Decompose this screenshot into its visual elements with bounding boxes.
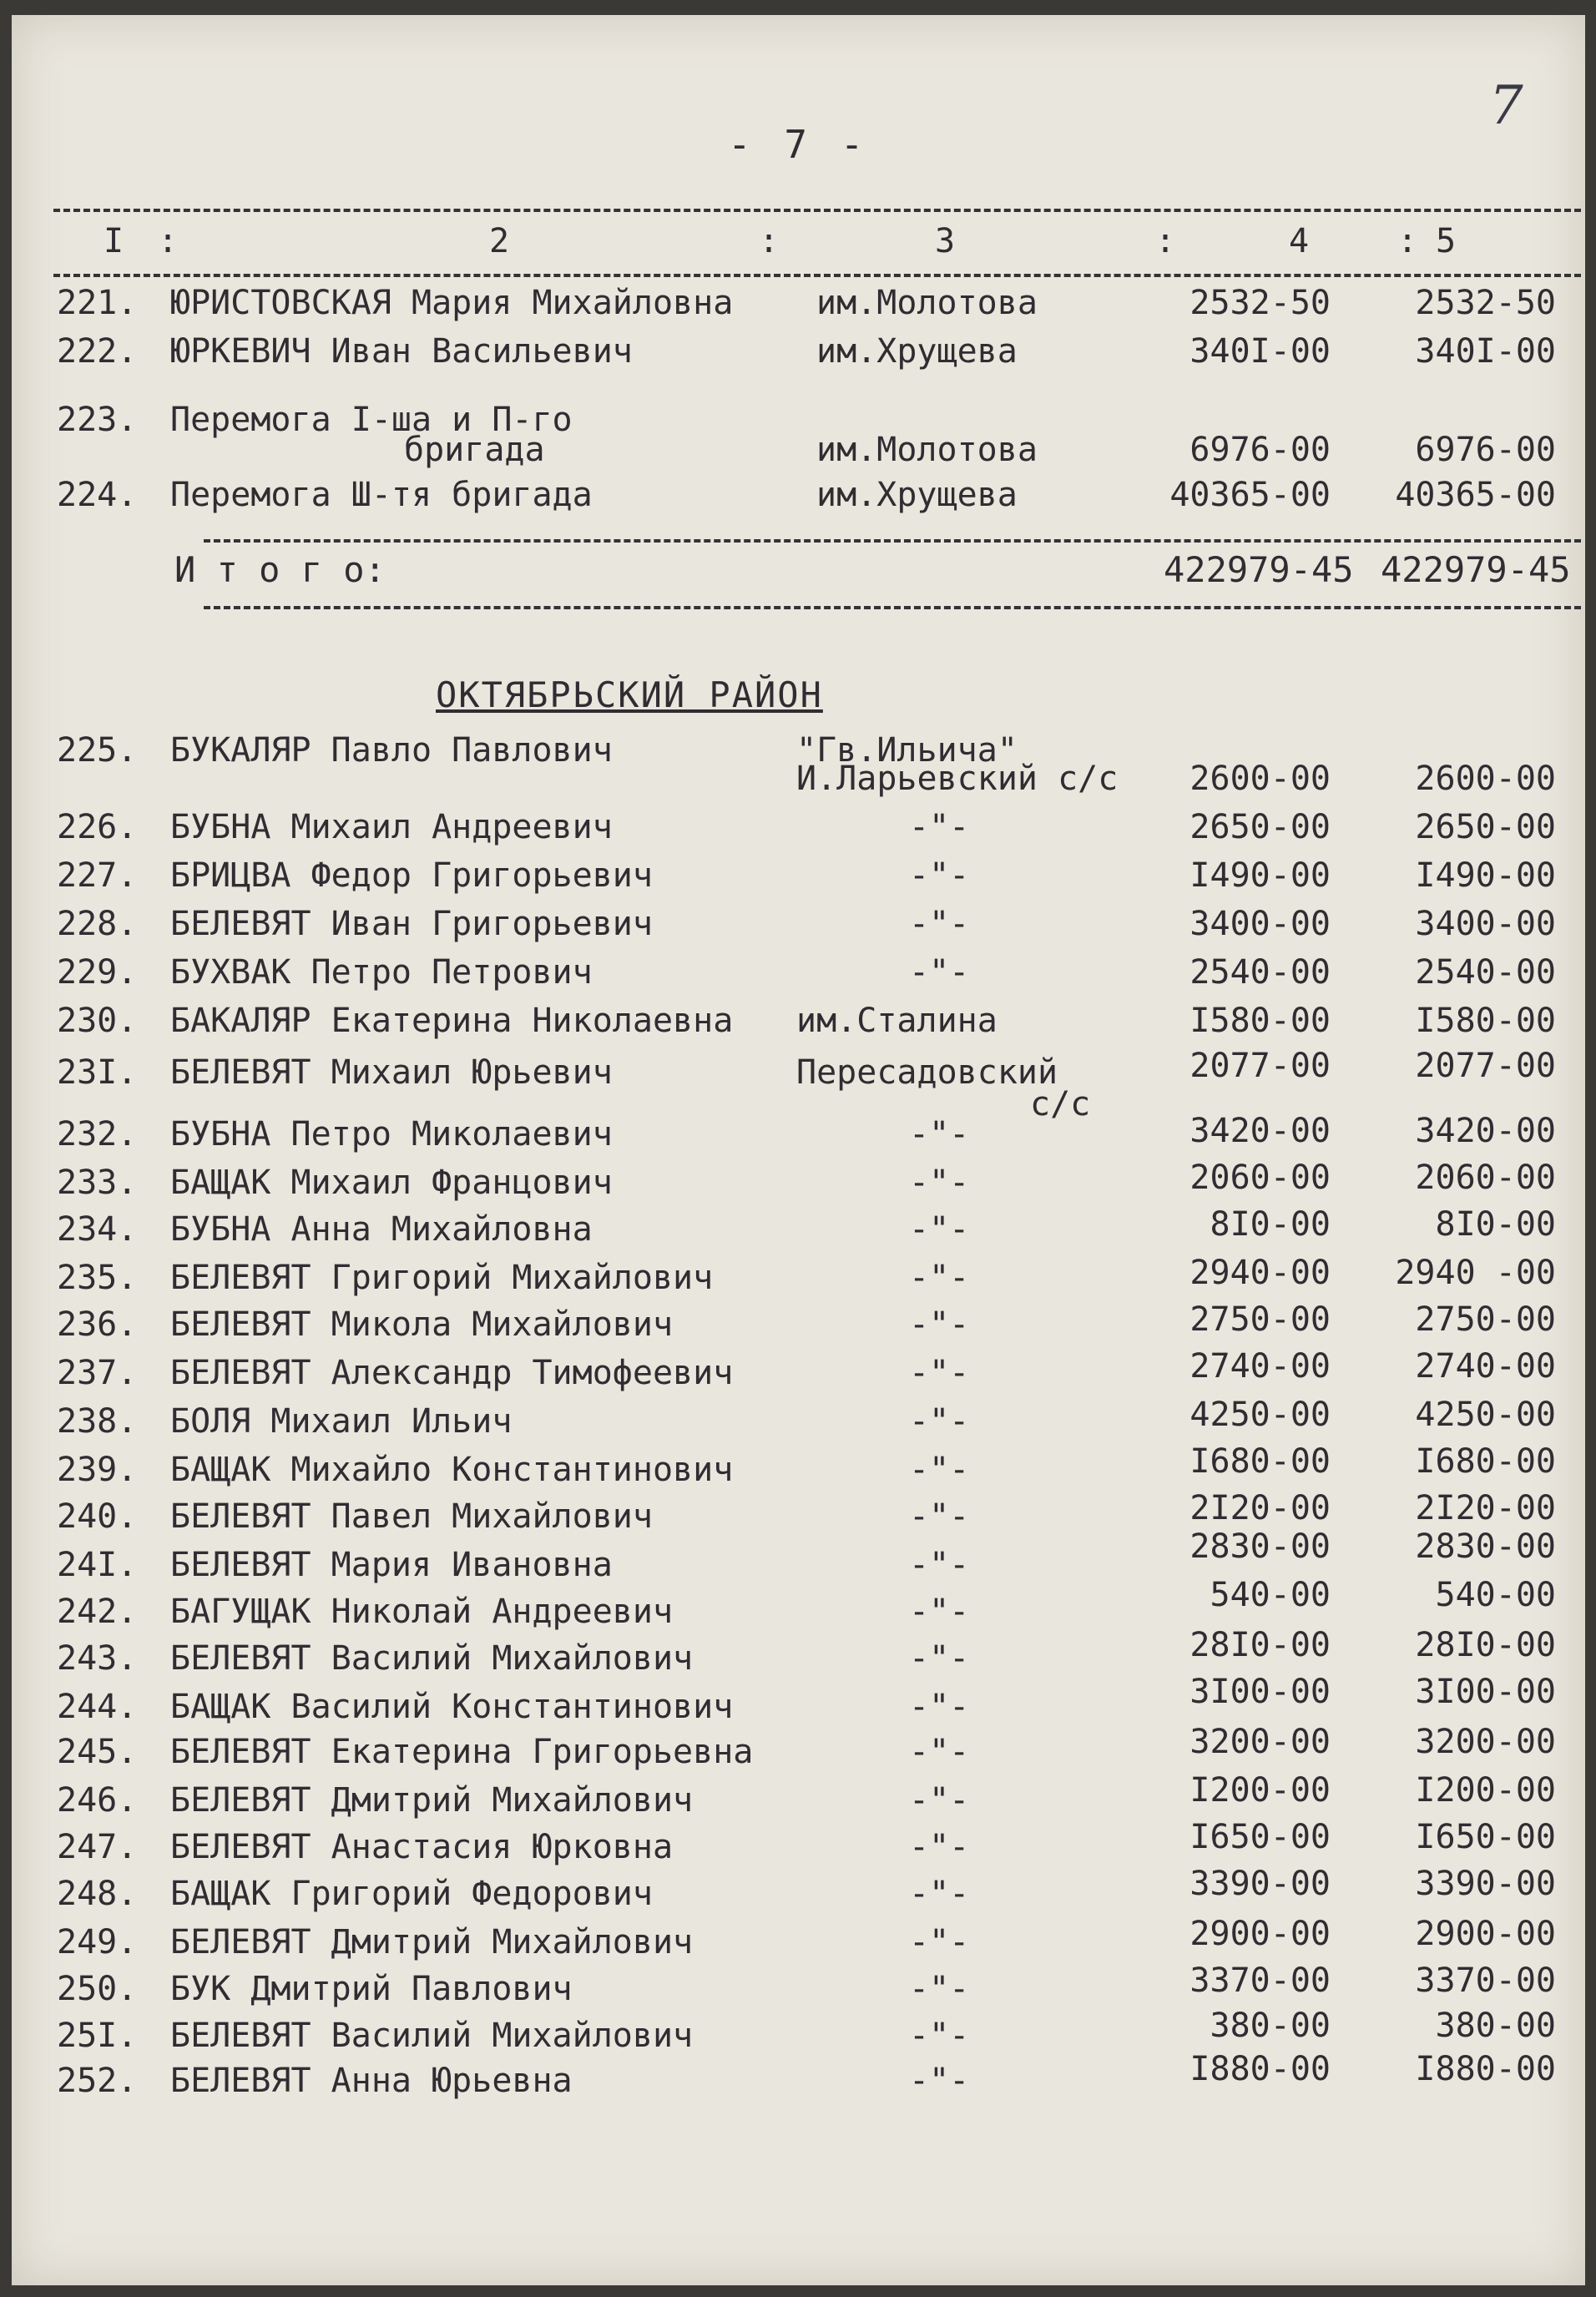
amount-col-4: 3370-00 <box>1189 1961 1331 2000</box>
farm-name: -"- <box>909 1923 970 1961</box>
row-number: 249. <box>57 1923 138 1961</box>
row-number: 225. <box>57 731 138 770</box>
table-row <box>12 1576 1585 1639</box>
row-number: 25I. <box>57 2017 138 2055</box>
row-number: 228. <box>57 905 138 943</box>
table-row <box>12 905 1585 952</box>
header-separator: : <box>158 222 179 260</box>
amount-col-4: 3420-00 <box>1189 1112 1331 1150</box>
person-name: БУКАЛЯР Павло Павлович <box>170 731 613 770</box>
amount-col-5: 28I0-00 <box>1415 1626 1556 1664</box>
amount-col-4: I680-00 <box>1189 1442 1331 1481</box>
row-number: 233. <box>57 1164 138 1202</box>
amount-col-4: 8I0-00 <box>1210 1205 1331 1244</box>
amount-col-4: 3400-00 <box>1189 905 1331 943</box>
amount-col-5: 2830-00 <box>1415 1527 1556 1566</box>
farm-name: -"- <box>909 856 970 895</box>
row-number: 227. <box>57 856 138 895</box>
total-row <box>12 549 1585 596</box>
page-number: - 7 - <box>728 122 869 167</box>
amount-col-5: I650-00 <box>1415 1818 1556 1856</box>
person-name: БАЩАК Григорий Федорович <box>170 1875 653 1913</box>
table-row <box>12 1865 1585 1921</box>
row-number: 245. <box>57 1733 138 1771</box>
person-name: БОЛЯ Михаил Ильич <box>170 1402 513 1441</box>
amount-col-4: I880-00 <box>1189 2050 1331 2088</box>
person-name: БУХВАК Петро Петрович <box>170 953 593 992</box>
person-name: БЕЛЕВЯТ Дмитрий Михайлович <box>170 1781 694 1820</box>
farm-name: "Гв.Ильича" <box>796 731 1018 770</box>
farm-name: Пересадовский <box>796 1053 1058 1092</box>
total-col-5: 422979-45 <box>1381 549 1571 590</box>
amount-col-5: 2I20-00 <box>1415 1489 1556 1527</box>
table-row <box>12 1489 1585 1544</box>
farm-name: им.Молотова <box>816 431 1038 469</box>
amount-col-5: 2540-00 <box>1415 953 1556 992</box>
table-row <box>12 2050 1585 2108</box>
farm-name: -"- <box>909 1164 970 1202</box>
row-number: 226. <box>57 808 138 846</box>
table-row <box>12 953 1585 1000</box>
amount-col-5: 380-00 <box>1435 2007 1556 2045</box>
row-number: 237. <box>57 1354 138 1392</box>
amount-col-4: 540-00 <box>1210 1576 1331 1614</box>
table-row <box>12 1159 1585 1210</box>
table-row <box>12 856 1585 903</box>
amount-col-4: 2940-00 <box>1189 1254 1331 1292</box>
farm-name: -"- <box>909 1451 970 1489</box>
amount-col-5: 2532-50 <box>1415 284 1556 322</box>
table-row <box>12 1771 1585 1828</box>
row-number: 244. <box>57 1688 138 1726</box>
amount-col-4: 2740-00 <box>1189 1347 1331 1386</box>
row-number: 243. <box>57 1639 138 1678</box>
farm-name: -"- <box>909 1402 970 1441</box>
table-row <box>12 1723 1585 1780</box>
person-name: БУК Дмитрий Павлович <box>170 1970 573 2008</box>
farm-name: -"- <box>909 1546 970 1584</box>
farm-name: -"- <box>909 1497 970 1536</box>
amount-col-5: I880-00 <box>1415 2050 1556 2088</box>
person-name: ЮРКЕВИЧ Иван Васильевич <box>170 332 633 371</box>
section-title: ОКТЯБРЬСКИЙ РАЙОН <box>436 674 823 715</box>
total-rule-bottom <box>204 606 1581 609</box>
amount-col-4: 2060-00 <box>1189 1159 1331 1197</box>
person-name: БЕЛЕВЯТ Дмитрий Михайлович <box>170 1923 694 1961</box>
row-number: 229. <box>57 953 138 992</box>
row-number: 248. <box>57 1875 138 1913</box>
amount-col-4: I650-00 <box>1189 1818 1331 1856</box>
farm-name: -"- <box>909 1688 970 1726</box>
farm-name: -"- <box>909 1639 970 1678</box>
amount-col-5: 3370-00 <box>1415 1961 1556 2000</box>
amount-col-5: 2650-00 <box>1415 808 1556 846</box>
row-number: 221. <box>57 284 138 322</box>
row-number: 223. <box>57 401 138 439</box>
farm-name: -"- <box>909 1305 970 1344</box>
table-row <box>12 1396 1585 1449</box>
person-name: БЕЛЕВЯТ Екатерина Григорьевна <box>170 1733 754 1771</box>
person-name-continued: бригада <box>404 431 545 469</box>
farm-name: им.Молотова <box>816 284 1038 322</box>
person-name: ЮРИСТОВСКАЯ Мария Михайловна <box>170 284 734 322</box>
total-rule-top <box>204 539 1581 543</box>
person-name: БУБНА Петро Миколаевич <box>170 1115 613 1154</box>
person-name: БЕЛЕВЯТ Павел Михайлович <box>170 1497 653 1536</box>
person-name: БЕЛЕВЯТ Анастасия Юрковна <box>170 1828 674 1866</box>
person-name: Перемога Ш-тя бригада <box>170 476 593 514</box>
table-row <box>12 476 1585 523</box>
table-row <box>12 1442 1585 1497</box>
header-rule-top <box>53 209 1581 212</box>
amount-col-4: 2750-00 <box>1189 1300 1331 1339</box>
amount-col-4: 4250-00 <box>1189 1396 1331 1434</box>
person-name: БЕЛЕВЯТ Анна Юрьевна <box>170 2062 573 2100</box>
farm-name: им.Сталина <box>796 1002 998 1040</box>
farm-name: -"- <box>909 1210 970 1249</box>
farm-name: -"- <box>909 1115 970 1154</box>
table-row <box>12 1626 1585 1686</box>
amount-col-4: 40365-00 <box>1169 476 1331 514</box>
amount-col-5: I580-00 <box>1415 1002 1556 1040</box>
farm-name-continued: с/с <box>1030 1085 1091 1123</box>
amount-col-5: 3I00-00 <box>1415 1673 1556 1711</box>
amount-col-4: 2900-00 <box>1189 1915 1331 1953</box>
amount-col-4: 2650-00 <box>1189 808 1331 846</box>
amount-col-5: 3420-00 <box>1415 1112 1556 1150</box>
farm-name: -"- <box>909 1781 970 1820</box>
amount-col-4: 2600-00 <box>1189 760 1331 798</box>
table-row <box>12 284 1585 331</box>
farm-name: -"- <box>909 1259 970 1297</box>
amount-col-4: 3200-00 <box>1189 1723 1331 1761</box>
farm-name: -"- <box>909 1828 970 1866</box>
amount-col-4: 340I-00 <box>1189 332 1331 371</box>
person-name: БЕЛЕВЯТ Василий Михайлович <box>170 1639 694 1678</box>
amount-col-5: I680-00 <box>1415 1442 1556 1481</box>
row-number: 250. <box>57 1970 138 2008</box>
person-name: БЕЛЕВЯТ Александр Тимофеевич <box>170 1354 734 1392</box>
row-number: 247. <box>57 1828 138 1866</box>
amount-col-5: 2740-00 <box>1415 1347 1556 1386</box>
person-name: БЕЛЕВЯТ Михаил Юрьевич <box>170 1053 613 1092</box>
farm-name: -"- <box>909 1970 970 2008</box>
amount-col-5: 340I-00 <box>1415 332 1556 371</box>
row-number: 239. <box>57 1451 138 1489</box>
row-number: 224. <box>57 476 138 514</box>
row-number: 230. <box>57 1002 138 1040</box>
amount-col-4: I200-00 <box>1189 1771 1331 1810</box>
amount-col-5: 2940 -00 <box>1395 1254 1556 1292</box>
amount-col-5: 6976-00 <box>1415 431 1556 469</box>
amount-col-4: 2540-00 <box>1189 953 1331 992</box>
table-row <box>12 808 1585 855</box>
table-row <box>12 1300 1585 1352</box>
amount-col-5: 2060-00 <box>1415 1159 1556 1197</box>
table-row <box>12 1205 1585 1257</box>
farm-name: -"- <box>909 1354 970 1392</box>
person-name: БЕЛЕВЯТ Василий Михайлович <box>170 2017 694 2055</box>
header-col-5: 5 <box>1436 222 1457 260</box>
farm-name: -"- <box>909 1733 970 1771</box>
row-number: 236. <box>57 1305 138 1344</box>
farm-name: им.Хрущева <box>816 476 1018 514</box>
person-name: БУБНА Михаил Андреевич <box>170 808 613 846</box>
person-name: БЕЛЕВЯТ Иван Григорьевич <box>170 905 653 943</box>
header-rule-bottom <box>53 274 1581 277</box>
amount-col-5: 2077-00 <box>1415 1047 1556 1085</box>
amount-col-4: I490-00 <box>1189 856 1331 895</box>
table-row <box>12 1254 1585 1305</box>
person-name: БРИЦВА Федор Григорьевич <box>170 856 653 895</box>
table-row <box>12 1002 1585 1048</box>
header-col-4: 4 <box>1289 222 1310 260</box>
farm-name: -"- <box>909 2017 970 2055</box>
farm-name-continued: И.Ларьевский с/с <box>796 760 1119 798</box>
document-page <box>12 15 1585 2285</box>
row-number: 23I. <box>57 1053 138 1092</box>
row-number: 232. <box>57 1115 138 1154</box>
amount-col-5: 8I0-00 <box>1435 1205 1556 1244</box>
table-row <box>12 1527 1585 1593</box>
amount-col-5: 2600-00 <box>1415 760 1556 798</box>
table-row <box>12 1818 1585 1875</box>
amount-col-4: 2I20-00 <box>1189 1489 1331 1527</box>
farm-name: -"- <box>909 808 970 846</box>
person-name: БАГУЩАК Николай Андреевич <box>170 1593 674 1631</box>
person-name: БАЩАК Михаил Францович <box>170 1164 613 1202</box>
total-col-4: 422979-45 <box>1164 549 1354 590</box>
farm-name: -"- <box>909 1875 970 1913</box>
table-row <box>12 1961 1585 2017</box>
table-row <box>12 1673 1585 1734</box>
farm-name: -"- <box>909 2062 970 2100</box>
person-name: БАЩАК Василий Константинович <box>170 1688 734 1726</box>
header-col-1: I <box>104 222 124 260</box>
person-name: БЕЛЕВЯТ Мария Ивановна <box>170 1546 613 1584</box>
header-col-3: 3 <box>935 222 956 260</box>
amount-col-4: 3390-00 <box>1189 1865 1331 1903</box>
person-name: БЕЛЕВЯТ Григорий Михайлович <box>170 1259 714 1297</box>
row-number: 222. <box>57 332 138 371</box>
amount-col-5: 3390-00 <box>1415 1865 1556 1903</box>
amount-col-5: 2750-00 <box>1415 1300 1556 1339</box>
farm-name: -"- <box>909 905 970 943</box>
row-number: 242. <box>57 1593 138 1631</box>
amount-col-4: I580-00 <box>1189 1002 1331 1040</box>
row-number: 235. <box>57 1259 138 1297</box>
table-row <box>12 1347 1585 1401</box>
person-name: БЕЛЕВЯТ Микола Михайлович <box>170 1305 674 1344</box>
amount-col-5: 4250-00 <box>1415 1396 1556 1434</box>
amount-col-5: 3200-00 <box>1415 1723 1556 1761</box>
amount-col-5: 540-00 <box>1435 1576 1556 1614</box>
row-number: 246. <box>57 1781 138 1820</box>
table-row <box>12 1112 1585 1162</box>
amount-col-4: 2532-50 <box>1189 284 1331 322</box>
farm-name: -"- <box>909 1593 970 1631</box>
header-separator: : <box>1155 222 1176 260</box>
person-name: БАЩАК Михайло Константинович <box>170 1451 734 1489</box>
amount-col-4: 6976-00 <box>1189 431 1331 469</box>
row-number: 238. <box>57 1402 138 1441</box>
row-number: 240. <box>57 1497 138 1536</box>
row-number: 234. <box>57 1210 138 1249</box>
total-label: И т о г о: <box>174 549 386 590</box>
amount-col-4: 380-00 <box>1210 2007 1331 2045</box>
amount-col-5: I490-00 <box>1415 856 1556 895</box>
table-row <box>12 332 1585 379</box>
person-name: БУБНА Анна Михайловна <box>170 1210 593 1249</box>
amount-col-4: 2830-00 <box>1189 1527 1331 1566</box>
amount-col-5: 2900-00 <box>1415 1915 1556 1953</box>
amount-col-4: 2077-00 <box>1189 1047 1331 1085</box>
header-separator: : <box>759 222 780 260</box>
row-number: 24I. <box>57 1546 138 1584</box>
amount-col-5: I200-00 <box>1415 1771 1556 1810</box>
amount-col-5: 3400-00 <box>1415 905 1556 943</box>
person-name: Перемога I-ша и П-го <box>170 401 573 439</box>
header-separator: : <box>1397 222 1418 260</box>
header-col-2: 2 <box>489 222 510 260</box>
table-row <box>12 2007 1585 2063</box>
table-row <box>12 1047 1585 1100</box>
farm-name: -"- <box>909 953 970 992</box>
amount-col-5: 40365-00 <box>1395 476 1556 514</box>
table-row <box>12 1915 1585 1970</box>
farm-name: им.Хрущева <box>816 332 1018 371</box>
amount-col-4: 28I0-00 <box>1189 1626 1331 1664</box>
amount-col-4: 3I00-00 <box>1189 1673 1331 1711</box>
person-name: БАКАЛЯР Екатерина Николаевна <box>170 1002 734 1040</box>
row-number: 252. <box>57 2062 138 2100</box>
corner-page-mark: 7 <box>1489 75 1523 137</box>
table-row-continued <box>12 431 1585 477</box>
